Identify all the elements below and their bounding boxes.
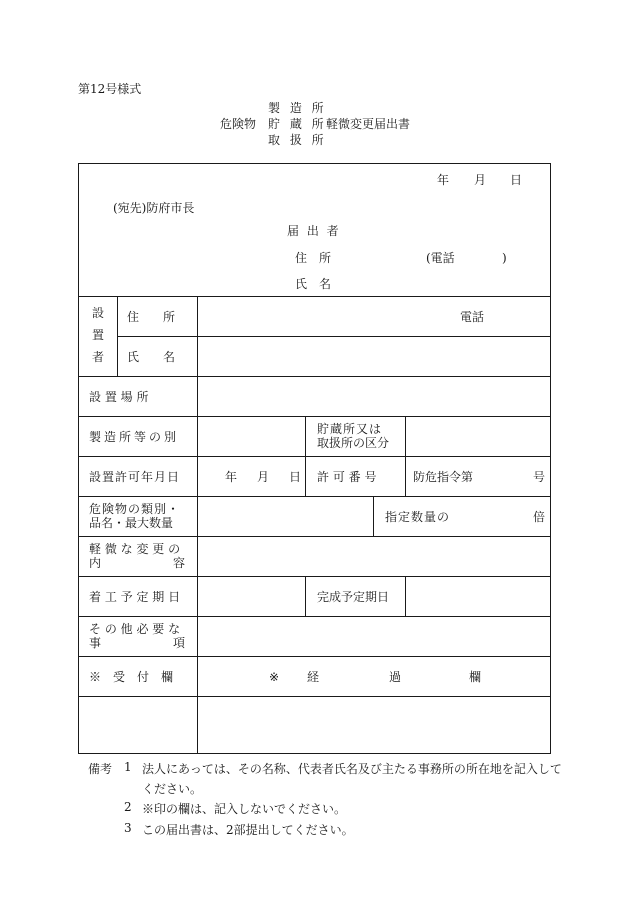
notifier-label: 届 出 者 (287, 224, 341, 238)
installer-phone-label: 電話 (460, 310, 485, 324)
col-divider (117, 296, 118, 376)
notifier-phone-close: ) (502, 251, 507, 265)
row-divider (79, 576, 550, 577)
title-minor-change-notice: 軽微変更届出書 (326, 117, 411, 131)
note-number: 1 (124, 760, 132, 774)
row-divider (79, 536, 550, 537)
row-divider (117, 336, 550, 337)
row-divider (79, 616, 550, 617)
row-divider (79, 696, 550, 697)
storage-class-label-1: 貯蔵所又は (317, 422, 383, 436)
notifier-name-label: 氏 名 (295, 277, 332, 291)
notes-heading: 備考 (88, 762, 113, 776)
col-divider (305, 576, 306, 616)
start-date-label: 着 工 予 定 期 日 (89, 590, 181, 604)
completion-date-label: 完成予定期日 (317, 590, 390, 604)
progress-char: 過 (389, 670, 402, 684)
hazmat-label-2: 品名・最大数量 (89, 516, 174, 530)
progress-mark: ※ (269, 670, 280, 684)
permit-number-label: 許 可 番 号 (317, 470, 377, 484)
hazmat-label-1: 危険物の類別・ (89, 502, 181, 516)
permit-number-prefix: 防危指令第 (413, 470, 474, 484)
note-text: 法人にあっては、その名称、代表者氏名及び主たる事務所の所在地を記入して (142, 762, 562, 776)
other-label-1: そ の 他 必 要 な (89, 622, 181, 636)
row-divider (79, 296, 550, 297)
row-divider (79, 416, 550, 417)
title-hazmat: 危険物 (220, 117, 257, 131)
title-facility-stack (268, 100, 327, 148)
title-stack-line: 製 造 所 (268, 101, 327, 115)
permit-number-suffix: 号 (533, 470, 546, 484)
location-label: 設 置 場 所 (89, 390, 149, 404)
reception-label: ※ 受 付 欄 (89, 670, 174, 684)
progress-char: 欄 (469, 670, 482, 684)
title-stack-line: 貯 蔵 所 (268, 117, 327, 131)
minor-change-label-1: 軽 微 な 変 更 の (89, 542, 181, 556)
minor-change-label-2: 内 容 (89, 556, 186, 570)
designated-qty-suffix: 倍 (533, 510, 546, 524)
permit-month: 月 (257, 470, 270, 484)
installer-label-char: 設 (91, 306, 104, 320)
document-title (0, 100, 630, 148)
installer-label (90, 302, 106, 368)
installer-address-label: 住 所 (127, 310, 176, 324)
title-stack-line: 取 扱 所 (268, 133, 327, 147)
row-divider (79, 376, 550, 377)
note-text-cont: ください。 (142, 782, 203, 796)
col-divider (305, 416, 306, 456)
col-divider (405, 416, 406, 496)
form-number: 第12号様式 (78, 82, 142, 96)
date-day: 日 (510, 173, 523, 187)
installer-label-char: 者 (91, 350, 104, 364)
other-label-2: 事 項 (89, 636, 186, 650)
row-divider (79, 656, 550, 657)
col-divider (373, 496, 374, 536)
col-divider (405, 576, 406, 616)
note-text: この届出書は、2部提出してください。 (142, 823, 354, 837)
note-number: 2 (124, 800, 132, 814)
notifier-phone-open: (電話 (426, 251, 455, 265)
permit-year: 年 (225, 470, 238, 484)
col-divider (305, 456, 306, 496)
date-year: 年 (437, 173, 450, 187)
installer-name-label: 氏 名 (127, 350, 176, 364)
permit-day: 日 (289, 470, 302, 484)
storage-class-label-2: 取扱所の区分 (317, 436, 390, 450)
form-table (78, 163, 551, 754)
progress-char: 経 (307, 670, 320, 684)
note-text: ※印の欄は、記入しないでください。 (142, 802, 347, 816)
note-number: 3 (124, 821, 132, 835)
row-divider (79, 456, 550, 457)
notifier-address-label: 住 所 (295, 251, 332, 265)
designated-qty-prefix: 指定数量の (385, 510, 451, 524)
col-divider (197, 296, 198, 754)
permit-date-label: 設置許可年月日 (89, 470, 181, 484)
installer-label-char: 置 (91, 328, 104, 342)
addressee: (宛先)防府市長 (113, 201, 195, 215)
row-divider (79, 496, 550, 497)
facility-type-label: 製造所等の別 (89, 430, 180, 444)
date-month: 月 (474, 173, 487, 187)
